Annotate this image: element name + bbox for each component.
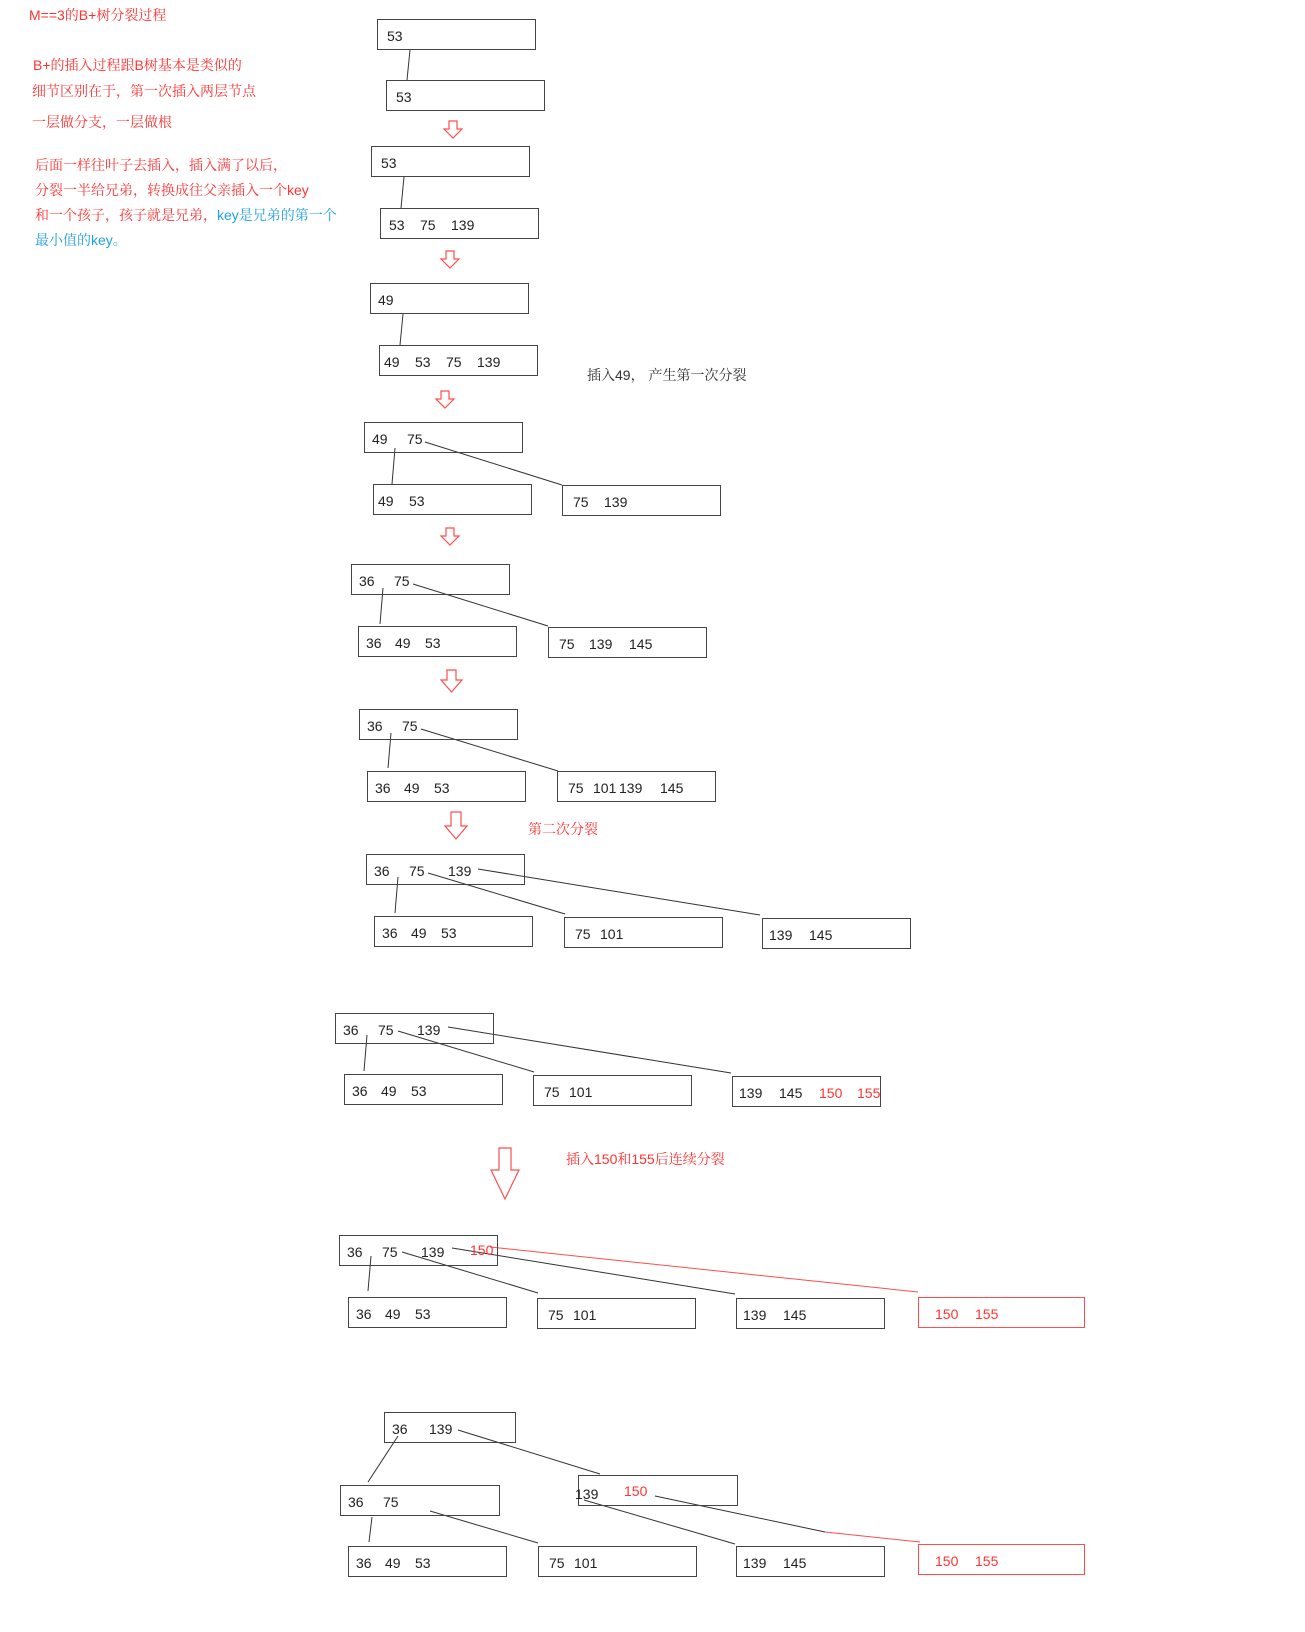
split-label-1: 插入49， 产生第一次分裂: [587, 367, 747, 383]
key: 36: [382, 925, 398, 941]
stage-8-leaf-node-2: [537, 1298, 696, 1329]
key: 49: [385, 1555, 401, 1571]
key: 139: [451, 217, 475, 233]
note-line-3: 一层做分支，一层做根: [32, 114, 172, 130]
key: 75: [559, 636, 575, 652]
stage-7-leaf-node-3: [732, 1076, 881, 1107]
key: 53: [425, 635, 441, 651]
note-line-6-part-a: 和一个孩子，孩子就是兄弟，: [35, 207, 217, 223]
key: 49: [404, 780, 420, 796]
key: 49: [378, 292, 394, 308]
key: 139: [417, 1022, 441, 1038]
stage-4-leaf-node-2: [548, 627, 707, 658]
key: 139: [743, 1307, 767, 1323]
key: 155: [857, 1085, 881, 1101]
key: 36: [347, 1244, 363, 1260]
key: 145: [660, 780, 684, 796]
key: 36: [359, 573, 375, 589]
key: 150: [935, 1553, 959, 1569]
key: 53: [411, 1083, 427, 1099]
key: 75: [383, 1494, 399, 1510]
stage-8-leaf-node-4: [918, 1297, 1085, 1328]
stage-3-leaf-node-2: [562, 485, 721, 516]
key: 36: [392, 1421, 408, 1437]
key: 75: [548, 1307, 564, 1323]
stage-1-leaf-node: [380, 208, 539, 239]
key: 139: [739, 1085, 763, 1101]
key: 36: [352, 1083, 368, 1099]
key: 49: [411, 925, 427, 941]
stage-5-leaf-node-1: [367, 771, 526, 802]
key: 75: [549, 1555, 565, 1571]
key: 145: [779, 1085, 803, 1101]
key: 49: [372, 431, 388, 447]
key: 75: [378, 1022, 394, 1038]
stage-9-leaf-node-4: [918, 1544, 1085, 1575]
key: 150: [624, 1483, 648, 1499]
key: 139: [448, 863, 472, 879]
key: 139: [421, 1244, 445, 1260]
stage-0-leaf-node: [386, 80, 545, 111]
stage-4-leaf-node-1: [358, 626, 517, 657]
key: 75: [402, 718, 418, 734]
note-line-1: B+的插入过程跟B树基本是类似的: [33, 57, 242, 73]
key: 145: [783, 1555, 807, 1571]
stage-8-leaf-node-1: [348, 1297, 507, 1328]
key: 53: [387, 28, 403, 44]
key: 53: [415, 354, 431, 370]
key: 139: [743, 1555, 767, 1571]
key: 36: [356, 1306, 372, 1322]
key: 75: [544, 1084, 560, 1100]
key: 75: [568, 780, 584, 796]
stage-9-leaf-node-2: [538, 1546, 697, 1577]
key: 36: [367, 718, 383, 734]
key: 53: [396, 89, 412, 105]
key: 101: [569, 1084, 593, 1100]
stage-0-root-node: [377, 19, 536, 50]
key: 53: [415, 1555, 431, 1571]
key: 36: [356, 1555, 372, 1571]
key: 36: [366, 635, 382, 651]
key: 139: [575, 1486, 599, 1502]
key: 75: [446, 354, 462, 370]
key: 75: [394, 573, 410, 589]
key: 49: [381, 1083, 397, 1099]
key: 101: [600, 926, 624, 942]
stage-9-mid-node-2: [575, 1475, 738, 1506]
key: 49: [378, 493, 394, 509]
stage-5-leaf-node-2: [557, 771, 716, 802]
key: 53: [415, 1306, 431, 1322]
key: 139: [619, 780, 643, 796]
key: 49: [385, 1306, 401, 1322]
key: 139: [429, 1421, 453, 1437]
key: 139: [477, 354, 501, 370]
key: 49: [395, 635, 411, 651]
note-line-6-part-b: key是兄弟的第一个: [217, 207, 337, 223]
stage-6-leaf-node-2: [564, 917, 723, 948]
key: 53: [381, 155, 397, 171]
stage-6-leaf-node-3: [762, 918, 911, 949]
key: 75: [573, 494, 589, 510]
stage-8-leaf-node-3: [736, 1298, 885, 1329]
key: 53: [409, 493, 425, 509]
stage-6-root-node: [366, 854, 525, 885]
key: 101: [593, 780, 617, 796]
key: 150: [935, 1306, 959, 1322]
split-label-3: 插入150和155后连续分裂: [566, 1151, 725, 1167]
key: 75: [575, 926, 591, 942]
stage-9-leaf-node-3: [736, 1546, 885, 1577]
key: 139: [589, 636, 613, 652]
note-line-4: 后面一样往叶子去插入，插入满了以后，: [35, 157, 287, 173]
diagram-title: M==3的B+树分裂过程: [29, 7, 167, 23]
stage-2-leaf-node: [379, 345, 538, 376]
stage-6-leaf-node-1: [374, 916, 533, 947]
key: 101: [573, 1307, 597, 1323]
key: 36: [375, 780, 391, 796]
key: 75: [407, 431, 423, 447]
key: 53: [389, 217, 405, 233]
split-label-2: 第二次分裂: [528, 821, 598, 837]
key: 145: [629, 636, 653, 652]
stage-5-root-node: [359, 709, 518, 740]
key: 139: [769, 927, 793, 943]
key: 150: [470, 1242, 494, 1258]
key: 101: [574, 1555, 598, 1571]
key: 139: [604, 494, 628, 510]
key: 75: [420, 217, 436, 233]
key: 75: [382, 1244, 398, 1260]
stage-3-leaf-node-1: [373, 484, 532, 515]
stage-3-root-node: [364, 422, 523, 453]
key: 155: [975, 1553, 999, 1569]
stage-2-root-node: [370, 283, 529, 314]
stage-9-mid-node-1: [340, 1485, 500, 1516]
stage-8-root-node: [339, 1235, 498, 1266]
key: 36: [348, 1494, 364, 1510]
key: 150: [819, 1085, 843, 1101]
key: 145: [809, 927, 833, 943]
stage-9-leaf-node-1: [348, 1546, 507, 1577]
stage-4-root-node: [351, 564, 510, 595]
key: 155: [975, 1306, 999, 1322]
note-line-5: 分裂一半给兄弟，转换成往父亲插入一个key: [35, 182, 309, 198]
stage-9-root-node: [384, 1412, 516, 1443]
stage-7-leaf-node-2: [533, 1075, 692, 1106]
note-line-2: 细节区别在于，第一次插入两层节点: [32, 83, 256, 99]
key: 49: [384, 354, 400, 370]
key: 36: [343, 1022, 359, 1038]
key: 36: [374, 863, 390, 879]
stage-7-root-node: [335, 1013, 494, 1044]
key: 53: [441, 925, 457, 941]
key: 53: [434, 780, 450, 796]
note-line-7: 最小值的key。: [35, 232, 127, 248]
key: 145: [783, 1307, 807, 1323]
key: 75: [409, 863, 425, 879]
note-line-6: [35, 203, 337, 227]
stage-1-root-node: [371, 146, 530, 177]
stage-7-leaf-node-1: [344, 1074, 503, 1105]
